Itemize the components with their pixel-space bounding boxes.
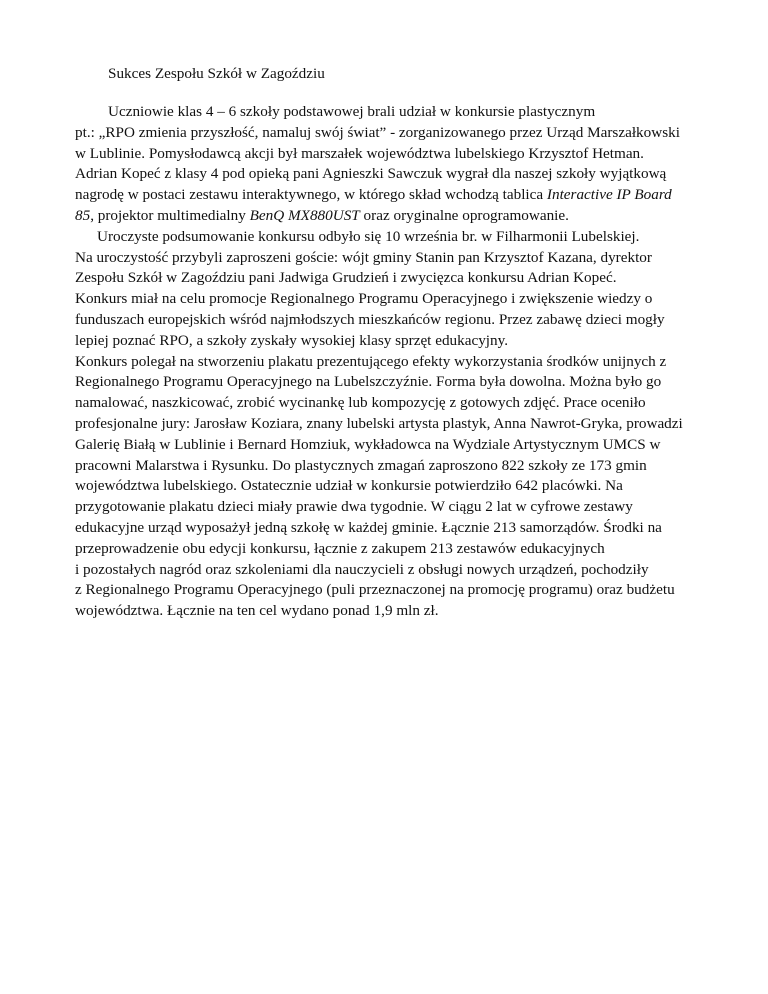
- text-line: Uroczyste podsumowanie konkursu odbyło się 10 września br. w Filharmonii Lubelskiej.: [97, 227, 640, 245]
- text-line: [75, 206, 715, 227]
- text-line: przygotowanie plakatu dzieci miały prawie dwa tygodnie. W ciągu 2 lat w cyfrowe zestawy: [75, 498, 633, 516]
- document-body: [75, 102, 715, 622]
- text-line: Zespołu Szkół w Zagoździu pani Jadwiga Grudzień i zwycięzca konkursu Adrian Kopeć.: [75, 269, 617, 287]
- product-name-board: Interactive IP Board: [546, 186, 672, 204]
- text-line: lepiej poznać RPO, a szkoły zyskały wysokiej klasy sprzęt edukacyjny.: [75, 331, 509, 349]
- text-line: funduszach europejskich wśród najmłodszych mieszkańców regionu. Przez zabawę dzieci mogły: [75, 310, 665, 328]
- text-line: województwa lubelskiego. Ostatecznie udział w konkursie potwierdziło 642 placówki. Na: [75, 477, 623, 495]
- text-line: namalować, naszkicować, zrobić wycinankę lub kompozycję z gotowych zdjęć. Prace oceniło: [75, 394, 646, 412]
- text-segment: oraz oryginalne oprogramowanie.: [359, 206, 569, 224]
- text-line: województwa. Łącznie na ten cel wydano ponad 1,9 mln zł.: [75, 602, 439, 620]
- text-line: pracowni Malarstwa i Rysunku. Do plastycznych zmagań zaproszono 822 szkoły ze 173 gmin: [75, 456, 647, 474]
- text-line: pt.: „RPO zmienia przyszłość, namaluj swój świat” - zorganizowanego przez Urząd Marszałkowski: [75, 123, 680, 141]
- text-line: w Lublinie. Pomysłodawcą akcji był marszałek województwa lubelskiego Krzysztof Hetman.: [75, 144, 644, 162]
- product-name-board-model: 85: [75, 206, 91, 224]
- text-line: i pozostałych nagród oraz szkoleniami dla nauczycieli z obsługi nowych urządzeń, pochodziły: [75, 560, 649, 578]
- text-line: przeprowadzenie obu edycji konkursu, łącznie z zakupem 213 zestawów edukacyjnych: [75, 539, 605, 557]
- text-line: [75, 185, 715, 206]
- text-line: Na uroczystość przybyli zaproszeni goście: wójt gminy Stanin pan Krzysztof Kazana, dyrektor: [75, 248, 652, 266]
- text-segment: , projektor multimedialny: [90, 206, 250, 224]
- text-line: Uczniowie klas 4 – 6 szkoły podstawowej brali udział w konkursie plastycznym: [108, 103, 596, 120]
- document-title: Sukces Zespołu Szkół w Zagoździu: [108, 65, 325, 82]
- product-name-projector: BenQ MX880UST: [249, 206, 360, 224]
- text-line: Regionalnego Programu Operacyjnego na Lubelszczyźnie. Forma była dowolna. Można było go: [75, 373, 662, 391]
- text-line: Adrian Kopeć z klasy 4 pod opieką pani Agnieszki Sawczuk wygrał dla naszej szkoły wyjątkową: [75, 165, 667, 183]
- text-line: Konkurs miał na celu promocje Regionalnego Programu Operacyjnego i zwiększenie wiedzy o: [75, 290, 653, 308]
- text-line: z Regionalnego Programu Operacyjnego (puli przeznaczonej na promocję programu) oraz budżetu: [75, 581, 675, 599]
- text-line: Konkurs polegał na stworzeniu plakatu prezentującego efekty wykorzystania środków unijnych z: [75, 352, 667, 370]
- text-line: Galerię Białą w Lublinie i Bernard Homziuk, wykładowca na Wydziale Artystycznym UMCS w: [75, 435, 661, 453]
- text-segment: nagrodę w postaci zestawu interaktywnego, w którego skład wchodzą tablica: [75, 186, 547, 204]
- text-line: profesjonalne jury: Jarosław Koziara, znany lubelski artysta plastyk, Anna Nawrot-Gryka, prowadzi: [75, 414, 683, 432]
- text-line: edukacyjne urząd wyposażył jedną szkołę w każdej gminie. Łącznie 213 samorządów. Środki na: [75, 518, 662, 536]
